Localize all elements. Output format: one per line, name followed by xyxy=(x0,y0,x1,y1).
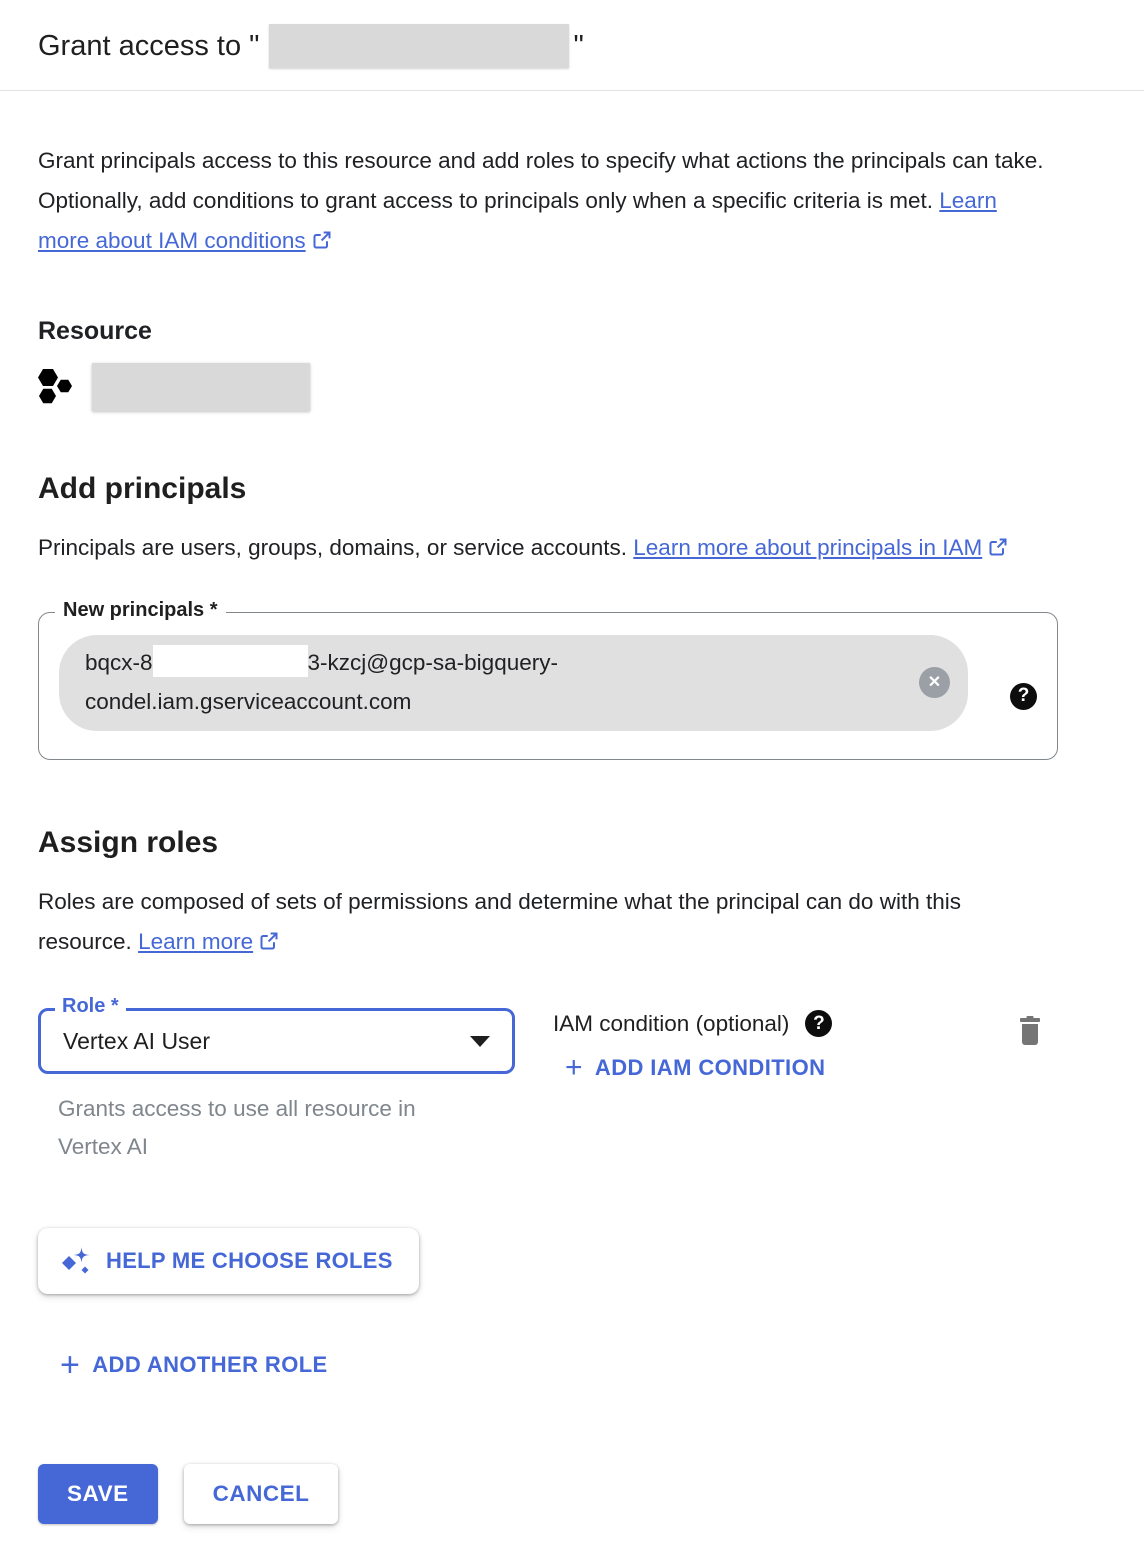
principal-chip[interactable] xyxy=(59,635,968,731)
redacted-resource-name xyxy=(269,24,569,68)
principals-description xyxy=(38,528,1053,568)
iam-condition-column xyxy=(553,1008,832,1084)
add-iam-condition-label: ADD IAM CONDITION xyxy=(594,1055,826,1080)
link-label: Learn more xyxy=(138,929,254,954)
intro-text xyxy=(38,141,1053,261)
page-title xyxy=(38,24,1106,68)
resource-heading: Resource xyxy=(38,317,152,345)
assign-roles-heading: Assign roles xyxy=(38,826,219,859)
principal-email-part: bqcx-8 xyxy=(85,650,153,675)
principal-email xyxy=(85,643,909,721)
role-row xyxy=(38,995,1106,1166)
cancel-button[interactable]: CANCEL xyxy=(184,1464,339,1524)
role-select-label: Role * xyxy=(55,995,126,1018)
principal-chip-row xyxy=(59,635,1037,731)
role-column xyxy=(38,995,515,1166)
principal-email-part: condel.iam.gserviceaccount.com xyxy=(85,689,412,714)
role-select-value: Vertex AI User xyxy=(63,1027,211,1054)
external-link-icon xyxy=(312,230,332,250)
add-iam-condition-button[interactable] xyxy=(553,1051,826,1084)
roles-description-body: Roles are composed of sets of permissions and determine what the principal can do with this resource. xyxy=(38,889,961,954)
question-mark-glyph: ? xyxy=(1017,685,1030,706)
iam-condition-label-row xyxy=(553,1010,832,1037)
plus-icon: + xyxy=(60,1346,81,1384)
role-select[interactable] xyxy=(38,995,515,1074)
chevron-down-icon xyxy=(470,1036,490,1047)
dialog-actions xyxy=(38,1464,1106,1524)
iam-condition-label: IAM condition (optional) xyxy=(553,1010,790,1036)
intro-text-body: Grant principals access to this resource and add roles to specify what actions the principals can take. Optionally, add conditions to grant access to principals only when a specific criteria is met. xyxy=(38,148,1044,213)
page-title-prefix: Grant access to " xyxy=(38,29,260,62)
plus-icon: + xyxy=(565,1051,583,1084)
learn-more-principals-link[interactable] xyxy=(633,535,1008,560)
learn-more-roles-link[interactable] xyxy=(138,929,279,954)
remove-principal-button[interactable] xyxy=(919,667,950,698)
dialog-body xyxy=(0,141,1144,1524)
principal-email-part: 3-kzcj@gcp-sa-bigquery- xyxy=(307,650,558,675)
iam-condition-help-icon[interactable] xyxy=(805,1010,832,1037)
trash-icon xyxy=(1016,1016,1044,1048)
save-button[interactable]: SAVE xyxy=(38,1464,158,1524)
principals-help-icon[interactable] xyxy=(1010,683,1037,710)
external-link-icon xyxy=(988,537,1008,557)
spark-icon xyxy=(60,1245,92,1277)
link-label: Learn more about principals in IAM xyxy=(633,535,983,560)
redacted-resource-value xyxy=(92,363,310,411)
question-mark-glyph: ? xyxy=(813,1012,825,1034)
resource-section xyxy=(38,317,1106,412)
resource-row xyxy=(38,362,1106,412)
new-principals-label: New principals * xyxy=(55,599,226,622)
delete-role-button[interactable] xyxy=(1016,1016,1044,1051)
add-another-role-label: ADD ANOTHER ROLE xyxy=(92,1352,328,1377)
new-principals-field[interactable] xyxy=(38,599,1058,760)
help-me-choose-roles-button[interactable] xyxy=(38,1228,419,1294)
add-principals-heading: Add principals xyxy=(38,472,247,505)
close-icon: ✕ xyxy=(927,674,942,691)
principals-description-body: Principals are users, groups, domains, or service accounts. xyxy=(38,535,628,560)
link-label: Learn more about IAM conditions xyxy=(38,188,997,253)
external-link-icon xyxy=(259,931,279,951)
page-title-suffix: " xyxy=(573,29,584,62)
roles-description xyxy=(38,882,1053,962)
help-me-choose-roles-label: HELP ME CHOOSE ROLES xyxy=(106,1248,393,1273)
assign-roles-section xyxy=(38,826,1106,1384)
role-helper-text: Grants access to use all resource in Vertex AI xyxy=(58,1096,416,1159)
redacted-email-part xyxy=(153,645,308,677)
resource-type-icon xyxy=(38,362,76,412)
add-another-role-button[interactable] xyxy=(60,1346,328,1384)
dialog-header xyxy=(0,0,1144,91)
add-principals-section xyxy=(38,472,1106,760)
